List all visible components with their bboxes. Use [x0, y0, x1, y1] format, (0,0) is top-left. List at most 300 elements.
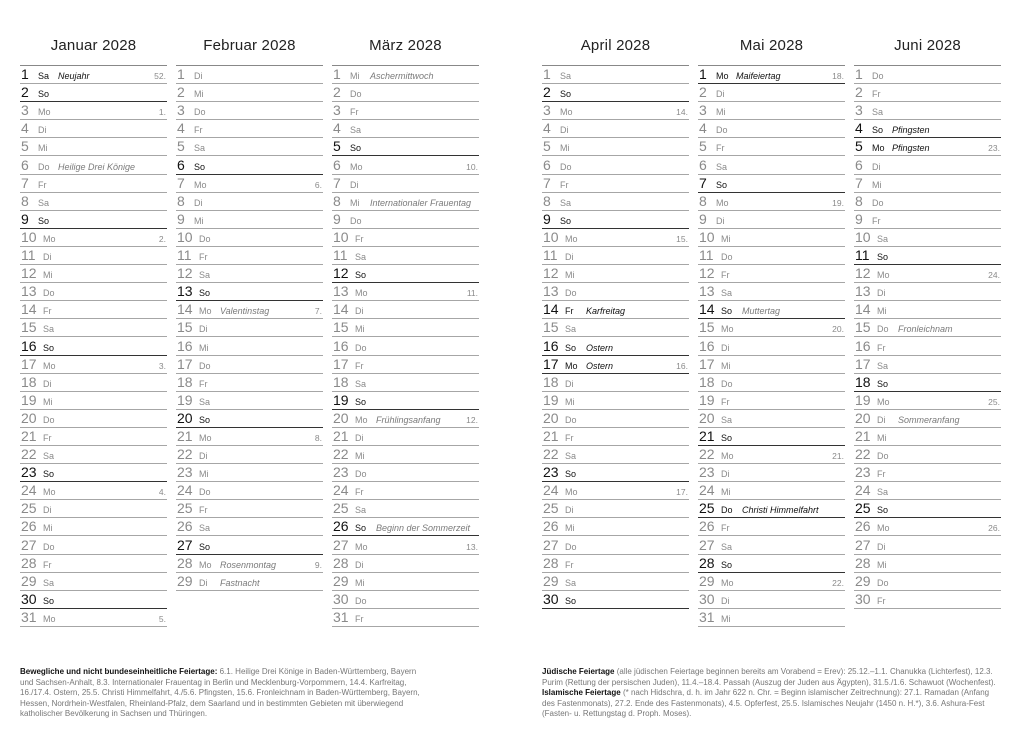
- day-row[interactable]: [332, 247, 479, 265]
- day-row[interactable]: [20, 138, 167, 156]
- day-number: 7: [543, 174, 551, 191]
- day-row[interactable]: [176, 283, 323, 301]
- day-number: 20: [21, 409, 37, 426]
- day-row[interactable]: [332, 265, 479, 283]
- day-number: 23: [333, 464, 349, 481]
- day-row[interactable]: [854, 156, 1001, 174]
- day-row[interactable]: [854, 84, 1001, 102]
- weekday-label: Mi: [565, 396, 575, 407]
- day-row[interactable]: [698, 247, 845, 265]
- day-row[interactable]: [20, 319, 167, 337]
- day-row[interactable]: [176, 428, 323, 446]
- day-row[interactable]: [854, 392, 1001, 410]
- day-row[interactable]: [854, 591, 1001, 609]
- weekday-label: Mo: [716, 71, 729, 82]
- weekday-label: Di: [194, 71, 203, 82]
- day-number: 25: [177, 500, 193, 517]
- day-row[interactable]: [854, 175, 1001, 193]
- event-label: Karfreitag: [586, 306, 626, 317]
- weekday-label: Sa: [43, 577, 55, 588]
- day-row[interactable]: [20, 265, 167, 283]
- day-number: 26: [21, 518, 37, 535]
- day-row[interactable]: [176, 392, 323, 410]
- weekday-label: Di: [721, 342, 730, 353]
- day-row[interactable]: [20, 536, 167, 554]
- day-row[interactable]: [176, 536, 323, 554]
- day-row[interactable]: [698, 193, 845, 211]
- day-row[interactable]: [698, 265, 845, 283]
- day-row[interactable]: [698, 392, 845, 410]
- weekday-label: So: [43, 595, 55, 606]
- day-row[interactable]: [542, 410, 689, 428]
- day-row[interactable]: [542, 265, 689, 283]
- day-row[interactable]: [542, 138, 689, 156]
- week-number: 9.: [314, 559, 322, 570]
- day-row[interactable]: [176, 500, 323, 518]
- day-row[interactable]: [20, 301, 167, 319]
- day-row[interactable]: [20, 464, 167, 482]
- footer-right-note: [542, 667, 1000, 720]
- day-row[interactable]: [20, 156, 167, 174]
- day-row[interactable]: [332, 175, 479, 193]
- day-row[interactable]: [542, 555, 689, 573]
- day-number: 14: [177, 301, 193, 318]
- day-row[interactable]: [698, 536, 845, 554]
- day-row[interactable]: [20, 337, 167, 355]
- day-row[interactable]: [176, 138, 323, 156]
- day-row[interactable]: [332, 120, 479, 138]
- day-row[interactable]: [698, 283, 845, 301]
- weekday-label: Fr: [355, 360, 364, 371]
- day-number: 7: [333, 174, 341, 191]
- day-number: 3: [855, 102, 863, 119]
- day-number: 13: [543, 283, 559, 300]
- week-number: 23.: [988, 143, 1000, 154]
- day-row[interactable]: [176, 374, 323, 392]
- day-row[interactable]: [20, 120, 167, 138]
- day-row[interactable]: [332, 138, 479, 156]
- day-row[interactable]: [332, 464, 479, 482]
- day-row[interactable]: [698, 410, 845, 428]
- day-row[interactable]: [698, 138, 845, 156]
- day-row[interactable]: [176, 573, 323, 591]
- day-number: 23: [177, 464, 193, 481]
- weekday-label: Mi: [716, 107, 726, 118]
- week-number: 8.: [314, 432, 322, 443]
- day-row[interactable]: [542, 156, 689, 174]
- day-row[interactable]: [332, 319, 479, 337]
- day-number: 13: [855, 283, 871, 300]
- day-row[interactable]: [332, 536, 479, 554]
- day-row[interactable]: [332, 229, 479, 247]
- day-row[interactable]: [176, 482, 323, 500]
- day-row[interactable]: [542, 591, 689, 609]
- day-number: 12: [543, 265, 559, 282]
- day-number: 14: [699, 301, 715, 318]
- weekday-label: Di: [355, 559, 364, 570]
- day-row[interactable]: [854, 464, 1001, 482]
- day-number: 12: [855, 265, 871, 282]
- day-row[interactable]: [542, 356, 689, 374]
- day-number: 5: [543, 138, 551, 155]
- day-row[interactable]: [698, 102, 845, 120]
- event-label: Neujahr: [58, 71, 90, 82]
- day-row[interactable]: [20, 66, 167, 84]
- day-number: 6: [699, 156, 707, 173]
- weekday-label: Mi: [721, 613, 731, 624]
- weekday-label: Di: [877, 414, 886, 425]
- day-row[interactable]: [176, 229, 323, 247]
- day-row[interactable]: [332, 301, 479, 319]
- day-row[interactable]: [20, 175, 167, 193]
- day-row[interactable]: [332, 356, 479, 374]
- day-row[interactable]: [698, 482, 845, 500]
- day-row[interactable]: [854, 265, 1001, 283]
- day-number: 15: [177, 319, 193, 336]
- day-row[interactable]: [332, 591, 479, 609]
- day-row[interactable]: [176, 410, 323, 428]
- weekday-label: Fr: [355, 233, 364, 244]
- weekday-label: Mo: [565, 360, 578, 371]
- day-row[interactable]: [542, 229, 689, 247]
- weekday-label: Mi: [565, 270, 575, 281]
- day-row[interactable]: [20, 102, 167, 120]
- day-row[interactable]: [854, 500, 1001, 518]
- day-row[interactable]: [332, 573, 479, 591]
- day-row[interactable]: [332, 392, 479, 410]
- day-row[interactable]: [176, 265, 323, 283]
- day-row[interactable]: [542, 211, 689, 229]
- day-number: 13: [21, 283, 37, 300]
- day-row[interactable]: [20, 410, 167, 428]
- weekday-label: Di: [355, 306, 364, 317]
- day-row[interactable]: [20, 591, 167, 609]
- day-number: 9: [177, 210, 185, 227]
- day-row[interactable]: [542, 175, 689, 193]
- day-row[interactable]: [698, 66, 845, 84]
- day-row[interactable]: [176, 446, 323, 464]
- day-row[interactable]: [854, 138, 1001, 156]
- weekday-label: Do: [350, 89, 362, 100]
- day-row[interactable]: [542, 66, 689, 84]
- day-number: 22: [177, 446, 193, 463]
- weekday-label: Mi: [350, 197, 360, 208]
- day-row[interactable]: [698, 591, 845, 609]
- day-row[interactable]: [698, 337, 845, 355]
- day-row[interactable]: [332, 102, 479, 120]
- day-row[interactable]: [698, 609, 845, 627]
- day-row[interactable]: [854, 319, 1001, 337]
- day-row[interactable]: [854, 102, 1001, 120]
- day-row[interactable]: [854, 482, 1001, 500]
- day-number: 11: [333, 247, 348, 264]
- weekday-label: So: [43, 469, 55, 480]
- day-row[interactable]: [698, 356, 845, 374]
- day-number: 8: [543, 192, 551, 209]
- day-row[interactable]: [176, 247, 323, 265]
- day-row[interactable]: [332, 500, 479, 518]
- day-row[interactable]: [332, 555, 479, 573]
- day-row[interactable]: [698, 319, 845, 337]
- day-number: 23: [699, 464, 715, 481]
- month-column: [542, 35, 689, 609]
- week-number: 24.: [988, 270, 1000, 281]
- day-row[interactable]: [332, 374, 479, 392]
- day-row[interactable]: [176, 301, 323, 319]
- day-row[interactable]: [332, 518, 479, 536]
- day-row[interactable]: [542, 84, 689, 102]
- day-row[interactable]: [20, 247, 167, 265]
- day-row[interactable]: [20, 555, 167, 573]
- day-row[interactable]: [542, 518, 689, 536]
- weekday-label: So: [565, 595, 577, 606]
- day-row[interactable]: [542, 247, 689, 265]
- event-label: Fronleichnam: [898, 324, 953, 335]
- day-number: 16: [177, 337, 193, 354]
- day-row[interactable]: [698, 500, 845, 518]
- day-number: 15: [21, 319, 37, 336]
- day-row[interactable]: [542, 337, 689, 355]
- weekday-label: Mi: [38, 143, 48, 154]
- day-row[interactable]: [176, 337, 323, 355]
- day-row[interactable]: [332, 66, 479, 84]
- day-row[interactable]: [542, 193, 689, 211]
- weekday-label: Fr: [43, 432, 52, 443]
- event-label: Beginn der Sommerzeit: [376, 523, 471, 534]
- day-row[interactable]: [542, 500, 689, 518]
- day-row[interactable]: [20, 446, 167, 464]
- day-row[interactable]: [698, 301, 845, 319]
- day-row[interactable]: [176, 193, 323, 211]
- day-row[interactable]: [20, 283, 167, 301]
- weekday-label: Mo: [199, 306, 212, 317]
- day-row[interactable]: [176, 356, 323, 374]
- weekday-label: Do: [721, 252, 733, 263]
- day-row[interactable]: [854, 229, 1001, 247]
- day-row[interactable]: [698, 446, 845, 464]
- weekday-label: Mo: [716, 197, 729, 208]
- day-row[interactable]: [542, 428, 689, 446]
- day-row[interactable]: [176, 84, 323, 102]
- day-number: 22: [855, 446, 871, 463]
- weekday-label: Do: [43, 541, 55, 552]
- weekday-label: Sa: [877, 487, 889, 498]
- day-number: 30: [21, 590, 37, 607]
- day-number: 11: [855, 247, 870, 264]
- day-number: 14: [333, 301, 349, 318]
- day-number: 21: [177, 427, 193, 444]
- weekday-label: Mi: [194, 89, 204, 100]
- day-number: 31: [333, 608, 349, 625]
- day-row[interactable]: [542, 283, 689, 301]
- weekday-label: Di: [350, 179, 359, 190]
- weekday-label: So: [721, 432, 733, 443]
- weekday-label: Sa: [43, 451, 55, 462]
- day-row[interactable]: [698, 120, 845, 138]
- day-row[interactable]: [176, 211, 323, 229]
- day-row[interactable]: [854, 428, 1001, 446]
- day-row[interactable]: [698, 211, 845, 229]
- week-number: 6.: [314, 179, 322, 190]
- day-number: 19: [21, 391, 37, 408]
- day-row[interactable]: [176, 518, 323, 536]
- day-number: 28: [855, 554, 871, 571]
- day-row[interactable]: [542, 120, 689, 138]
- day-row[interactable]: [176, 175, 323, 193]
- day-row[interactable]: [854, 446, 1001, 464]
- day-row[interactable]: [20, 482, 167, 500]
- day-number: 29: [699, 572, 715, 589]
- day-row[interactable]: [332, 211, 479, 229]
- weekday-label: Do: [199, 360, 211, 371]
- day-number: 9: [543, 210, 551, 227]
- day-row[interactable]: [20, 428, 167, 446]
- day-row[interactable]: [176, 66, 323, 84]
- day-row[interactable]: [698, 428, 845, 446]
- weekday-label: Di: [877, 541, 886, 552]
- day-row[interactable]: [20, 193, 167, 211]
- day-row[interactable]: [542, 374, 689, 392]
- day-row[interactable]: [332, 482, 479, 500]
- day-row[interactable]: [332, 609, 479, 627]
- day-row[interactable]: [698, 229, 845, 247]
- day-row[interactable]: [176, 464, 323, 482]
- day-number: 4: [543, 120, 551, 137]
- day-row[interactable]: [698, 518, 845, 536]
- day-number: 8: [699, 192, 707, 209]
- weekday-label: Mo: [355, 414, 368, 425]
- day-row[interactable]: [542, 102, 689, 120]
- day-row[interactable]: [332, 84, 479, 102]
- day-number: 2: [543, 84, 551, 101]
- day-row[interactable]: [176, 102, 323, 120]
- day-row[interactable]: [854, 120, 1001, 138]
- weekday-label: Do: [199, 233, 211, 244]
- weekday-label: Sa: [721, 541, 733, 552]
- weekday-label: Do: [355, 342, 367, 353]
- day-row[interactable]: [854, 573, 1001, 591]
- day-number: 5: [855, 138, 863, 155]
- weekday-label: Sa: [565, 577, 577, 588]
- day-row[interactable]: [854, 66, 1001, 84]
- day-row[interactable]: [176, 555, 323, 573]
- day-row[interactable]: [542, 446, 689, 464]
- weekday-label: Fr: [560, 179, 569, 190]
- day-number: 16: [333, 337, 349, 354]
- day-number: 4: [855, 120, 863, 137]
- weekday-label: Sa: [355, 252, 367, 263]
- day-row[interactable]: [20, 229, 167, 247]
- day-row[interactable]: [20, 573, 167, 591]
- weekday-label: Mo: [721, 324, 734, 335]
- event-label: Christi Himmelfahrt: [742, 505, 819, 516]
- day-row[interactable]: [542, 536, 689, 554]
- day-row[interactable]: [854, 374, 1001, 392]
- weekday-label: Fr: [565, 432, 574, 443]
- day-row[interactable]: [854, 518, 1001, 536]
- day-row[interactable]: [20, 500, 167, 518]
- day-row[interactable]: [698, 573, 845, 591]
- day-row[interactable]: [854, 555, 1001, 573]
- month-title: Januar 2028: [50, 37, 137, 54]
- day-number: 29: [177, 572, 193, 589]
- day-row[interactable]: [698, 464, 845, 482]
- day-row[interactable]: [542, 464, 689, 482]
- day-row[interactable]: [176, 156, 323, 174]
- day-row[interactable]: [542, 482, 689, 500]
- day-row[interactable]: [698, 156, 845, 174]
- month-title: April 2028: [580, 37, 651, 54]
- day-row[interactable]: [332, 446, 479, 464]
- day-row[interactable]: [20, 356, 167, 374]
- day-row[interactable]: [542, 392, 689, 410]
- week-number: 52.: [154, 71, 166, 82]
- day-row[interactable]: [20, 374, 167, 392]
- weekday-label: So: [565, 342, 577, 353]
- day-row[interactable]: [698, 84, 845, 102]
- weekday-label: Mi: [199, 469, 209, 480]
- day-row[interactable]: [854, 301, 1001, 319]
- day-row[interactable]: [854, 211, 1001, 229]
- day-row[interactable]: [542, 319, 689, 337]
- day-row[interactable]: [854, 337, 1001, 355]
- day-number: 21: [333, 427, 349, 444]
- day-row[interactable]: [332, 156, 479, 174]
- day-row[interactable]: [332, 337, 479, 355]
- weekday-label: Do: [43, 414, 55, 425]
- day-number: 17: [855, 355, 871, 372]
- day-row[interactable]: [698, 374, 845, 392]
- day-row[interactable]: [332, 410, 479, 428]
- day-row[interactable]: [854, 247, 1001, 265]
- day-row[interactable]: [854, 283, 1001, 301]
- weekday-label: Di: [721, 595, 730, 606]
- day-number: 4: [333, 120, 341, 137]
- day-row[interactable]: [332, 193, 479, 211]
- day-number: 6: [177, 156, 185, 173]
- day-row[interactable]: [854, 410, 1001, 428]
- day-row[interactable]: [20, 84, 167, 102]
- day-row[interactable]: [20, 609, 167, 627]
- weekday-label: So: [199, 288, 211, 299]
- day-row[interactable]: [854, 193, 1001, 211]
- day-row[interactable]: [542, 573, 689, 591]
- day-number: 28: [543, 554, 559, 571]
- weekday-label: Mo: [43, 233, 56, 244]
- day-row[interactable]: [542, 301, 689, 319]
- day-row[interactable]: [332, 428, 479, 446]
- day-row[interactable]: [20, 211, 167, 229]
- day-row[interactable]: [332, 283, 479, 301]
- day-row[interactable]: [854, 356, 1001, 374]
- day-number: 24: [21, 482, 37, 499]
- day-number: 19: [699, 391, 715, 408]
- day-number: 7: [177, 174, 185, 191]
- day-row[interactable]: [698, 175, 845, 193]
- day-row[interactable]: [698, 555, 845, 573]
- day-row[interactable]: [854, 536, 1001, 554]
- day-number: 7: [855, 174, 863, 191]
- day-row[interactable]: [176, 120, 323, 138]
- day-row[interactable]: [176, 319, 323, 337]
- weekday-label: Do: [38, 161, 50, 172]
- day-number: 25: [333, 500, 349, 517]
- weekday-label: So: [721, 559, 733, 570]
- day-number: 6: [855, 156, 863, 173]
- day-number: 12: [177, 265, 193, 282]
- day-row[interactable]: [20, 518, 167, 536]
- day-row[interactable]: [20, 392, 167, 410]
